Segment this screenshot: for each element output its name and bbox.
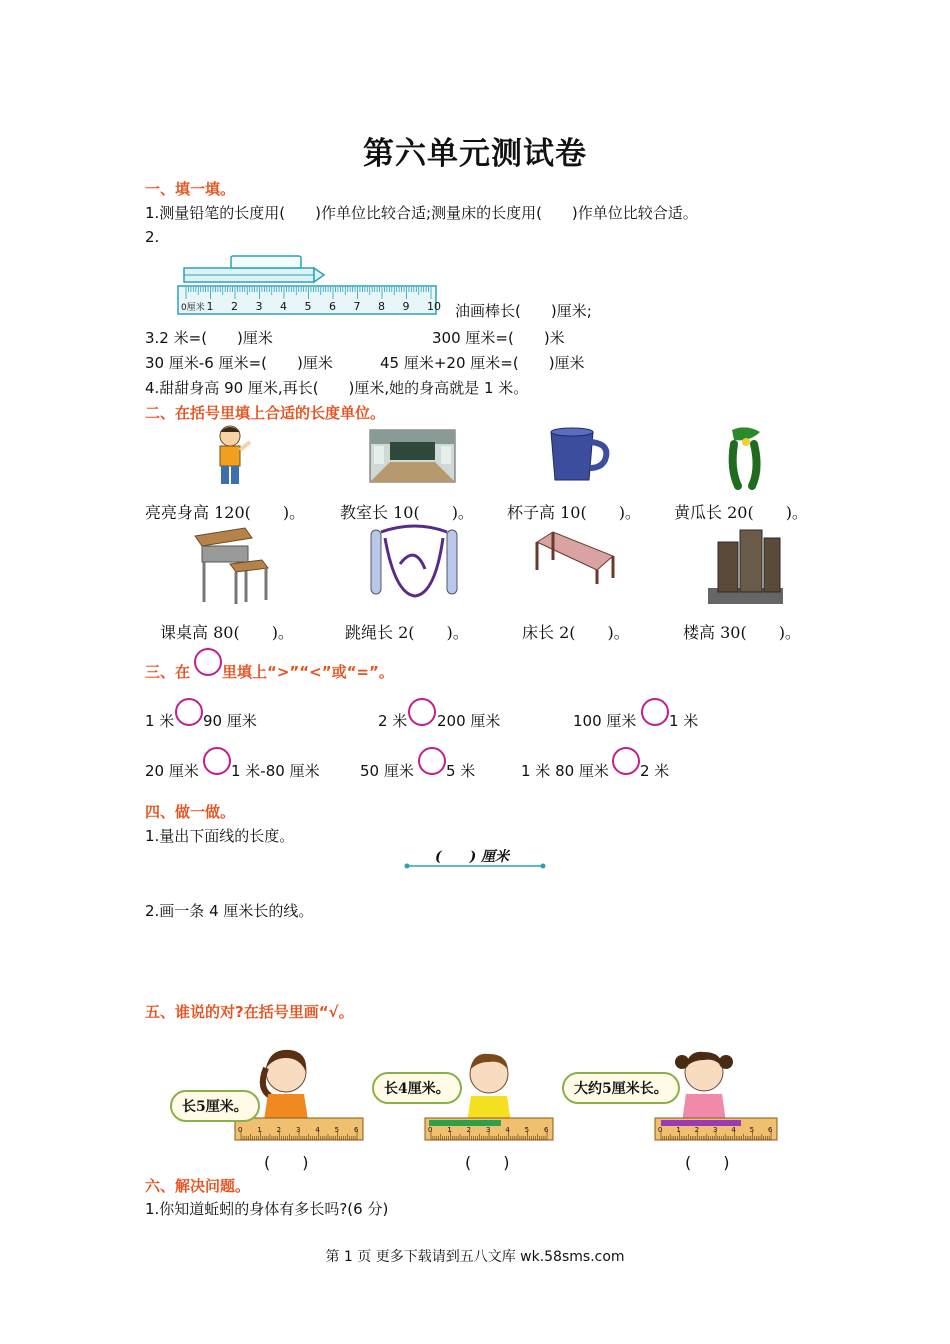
question-4-2: 2.画一条 4 厘米长的线。	[145, 902, 314, 920]
ruler-tick-label: 10	[427, 300, 441, 313]
speech-bubble-2: 长4厘米。	[372, 1072, 462, 1104]
ruler-tick-label: 2	[231, 300, 238, 313]
compare-1-right: 90 厘米	[203, 712, 257, 730]
ruler-number: 3	[486, 1126, 491, 1134]
unit-item-8: 楼高 30( )。	[683, 623, 801, 642]
ruler-number: 6	[544, 1126, 549, 1134]
ruler-number: 0	[428, 1126, 433, 1134]
question-1-2-answer: 油画棒长( )厘米;	[455, 302, 592, 320]
compare-5-circle[interactable]	[418, 747, 446, 775]
ruler-tick-label: 5	[304, 300, 312, 313]
jump-rope-image	[365, 524, 465, 610]
question-1-3b: 300 厘米=( )米	[432, 329, 565, 347]
boy-2-image	[455, 1046, 525, 1122]
question-1-3a: 3.2 米=( )厘米	[145, 329, 273, 347]
compare-6-left: 1 米 80 厘米	[521, 762, 609, 780]
compare-2-left: 2 米	[378, 712, 408, 730]
question-1-1: 1.测量铅笔的长度用( )作单位比较合适;测量床的长度用( )作单位比较合适。	[145, 204, 698, 222]
unit-item-7: 床长 2( )。	[522, 623, 630, 642]
compare-6-right: 2 米	[640, 762, 670, 780]
ruler-tick-label: 8	[378, 300, 385, 313]
answer-paren-2[interactable]: ( )	[465, 1153, 510, 1172]
ruler-tick-label: 3	[255, 300, 263, 313]
measure-line	[403, 862, 548, 870]
ruler-number: 4	[505, 1126, 510, 1134]
unit-item-6: 跳绳长 2( )。	[345, 623, 469, 642]
ruler-tick-label: 7	[353, 300, 361, 313]
compare-2-right: 200 厘米	[437, 712, 501, 730]
answer-paren-3[interactable]: ( )	[685, 1153, 730, 1172]
compare-6-circle[interactable]	[612, 747, 640, 775]
compare-5-left: 50 厘米	[360, 762, 414, 780]
bed-image	[533, 530, 618, 586]
ruler-number: 4	[731, 1126, 736, 1134]
ruler-number: 2	[466, 1126, 472, 1134]
speech-bubble-3: 大约5厘米长。	[562, 1072, 680, 1104]
ruler-number: 0	[238, 1126, 243, 1134]
ruler-number: 2	[276, 1126, 282, 1134]
ruler-number: 1	[447, 1126, 452, 1134]
section-1-heading: 一、填一填。	[145, 180, 236, 198]
question-1-2: 2.	[145, 228, 160, 246]
ruler-number: 5	[524, 1126, 530, 1134]
ruler-number: 2	[694, 1126, 700, 1134]
girl-1-image	[250, 1044, 325, 1120]
unit-item-5: 课桌高 80( )。	[160, 623, 294, 642]
compare-1-left: 1 米	[145, 712, 175, 730]
question-1-4: 4.甜甜身高 90 厘米,再长( )厘米,她的身高就是 1 米。	[145, 379, 529, 397]
ruler-tick-label: 9	[402, 300, 410, 313]
section-4-heading: 四、做一做。	[145, 803, 236, 821]
unit-item-4: 黄瓜长 20( )。	[674, 503, 808, 522]
cup-image	[545, 428, 613, 484]
compare-4-left: 20 厘米	[145, 762, 199, 780]
compare-3-circle[interactable]	[641, 698, 669, 726]
ruler-number: 4	[315, 1126, 320, 1134]
question-6-1: 1.你知道蚯蚓的身体有多长吗?(6 分)	[145, 1200, 389, 1218]
question-1-3d: 45 厘米+20 厘米=( )厘米	[380, 354, 585, 372]
ruler-number: 6	[768, 1126, 773, 1134]
page-title: 第六单元测试卷	[363, 136, 587, 172]
page-footer: 第 1 页 更多下载请到五八文库 wk.58sms.com	[325, 1249, 625, 1265]
cucumber-image	[720, 424, 772, 490]
compare-4-right: 1 米-80 厘米	[231, 762, 320, 780]
unit-item-2: 教室长 10( )。	[340, 503, 474, 522]
ruler-tick-label: 6	[329, 300, 336, 313]
section-3-heading-end: 里填上“>”“<”或“=”。	[222, 663, 394, 681]
line-length-label: ( ) 厘米	[435, 849, 510, 865]
ruler-tick-label: 1	[206, 300, 214, 313]
compare-5-right: 5 米	[446, 762, 476, 780]
ruler-start-label: 0厘米	[181, 303, 205, 313]
compare-1-circle[interactable]	[175, 698, 203, 726]
ruler-number: 5	[749, 1126, 755, 1134]
compare-circle-icon	[194, 648, 222, 676]
compare-3-left: 100 厘米	[573, 712, 637, 730]
question-4-1: 1.量出下面线的长度。	[145, 827, 295, 845]
classroom-image	[370, 430, 455, 482]
ruler-number: 3	[296, 1126, 301, 1134]
answer-paren-1[interactable]: ( )	[264, 1153, 309, 1172]
section-3-heading-start: 三、在	[145, 663, 191, 681]
boy-image	[205, 422, 255, 490]
compare-3-right: 1 米	[669, 712, 699, 730]
speech-bubble-1: 长5厘米。	[170, 1090, 260, 1122]
building-image	[708, 526, 783, 606]
unit-item-3: 杯子高 10( )。	[507, 503, 641, 522]
ruler-number: 1	[676, 1126, 681, 1134]
compare-2-circle[interactable]	[408, 698, 436, 726]
section-6-heading: 六、解决问题。	[145, 1177, 251, 1195]
ruler-number: 5	[334, 1126, 340, 1134]
section-2-heading: 二、在括号里填上合适的长度单位。	[145, 404, 386, 422]
ruler-number: 6	[354, 1126, 359, 1134]
ruler-number: 1	[257, 1126, 262, 1134]
question-1-3c: 30 厘米-6 厘米=( )厘米	[145, 354, 333, 372]
ruler-number: 0	[658, 1126, 663, 1134]
compare-4-circle[interactable]	[203, 747, 231, 775]
unit-item-1: 亮亮身高 120( )。	[145, 503, 306, 522]
ruler-tick-label: 4	[280, 300, 287, 313]
section-5-heading: 五、谁说的对?在括号里画“√。	[145, 1003, 354, 1021]
ruler-number: 3	[713, 1126, 718, 1134]
desk-image	[190, 528, 270, 606]
